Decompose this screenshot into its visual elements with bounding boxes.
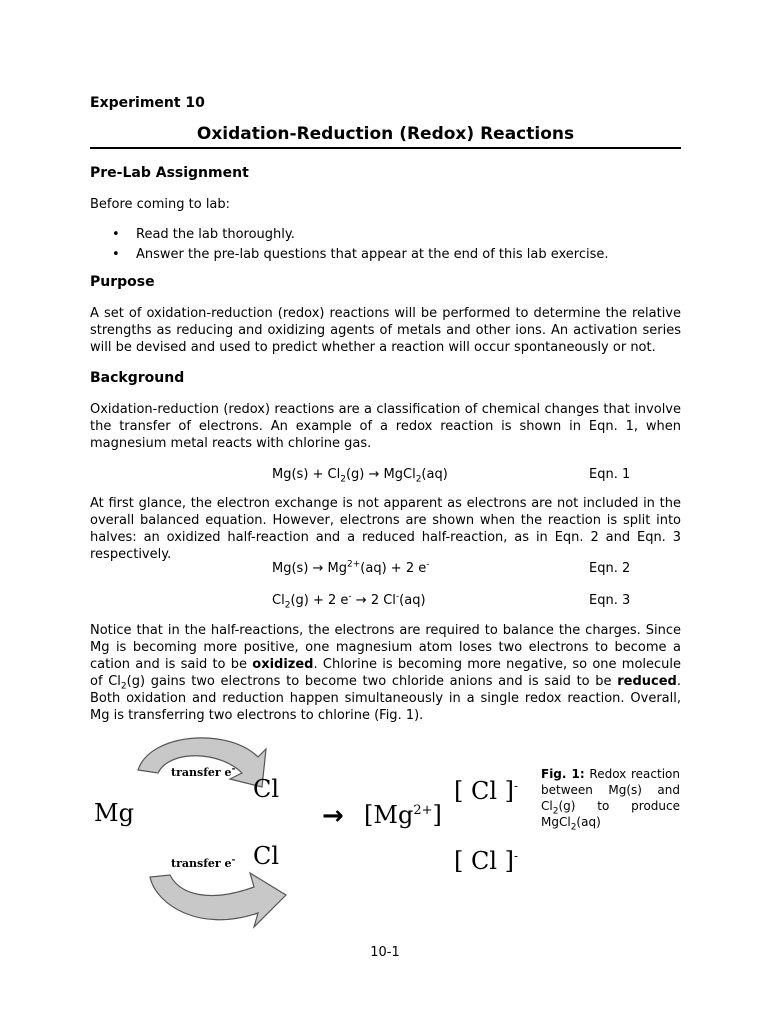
background-paragraph-1: Oxidation-reduction (redox) reactions are a classification of chemical changes that involve the transfer of electrons. An example of a redox reaction is shown in Eqn. 1, when magnesium metal reacts with chlorine gas. [90, 402, 681, 451]
bottom-transfer-arrow [150, 873, 286, 927]
equation-1-label: Eqn. 1 [589, 467, 631, 482]
list-item: • Answer the pre-lab questions that appear at the end of this lab exercise. [90, 246, 681, 263]
mg-atom: Mg [94, 799, 134, 827]
mg-ion: $[Mg^{2+}]$ [364, 801, 442, 829]
background-heading: Background [90, 370, 185, 386]
cl-atom-top: Cl [253, 775, 280, 803]
prelab-intro: Before coming to lab: [90, 197, 231, 212]
figure-caption: Fig. 1: Redox reaction between Mg(s) and $Cl_2(g)$ to produce MgCl$_2$(aq) [541, 767, 680, 833]
equation-3-label: Eqn. 3 [589, 593, 631, 608]
cl-atom-bottom: Cl [253, 842, 280, 870]
transfer-arrows-graphic [90, 735, 530, 930]
experiment-label: Experiment 10 [90, 95, 205, 111]
prelab-list [90, 226, 681, 263]
top-transfer-arrow [138, 738, 266, 787]
equation-2-label: Eqn. 2 [589, 561, 631, 576]
reaction-arrow-icon: → [322, 801, 344, 831]
background-paragraph-2: At first glance, the electron exchange is not apparent as electrons are not included in the overall balanced equation. However, electrons are shown when the reaction is split into halves: an oxidized half-reaction and a reduced half-reaction, as in Eqn. 2 and Eqn. 3 respectively. [90, 496, 681, 562]
equation-2: $Mg(s) \to Mg^{2+}(aq) + 2$ e- [272, 559, 430, 576]
cl-ion-bottom: [ Cl ]- [454, 847, 519, 875]
prelab-heading: Pre-Lab Assignment [90, 165, 249, 181]
equation-1: $Mg(s) + Cl_2(g)$ → MgCl$_2$(aq) [272, 467, 448, 485]
list-item: • Read the lab thoroughly. [90, 226, 681, 243]
top-transfer-label: transfer e- [171, 764, 236, 779]
bottom-transfer-label: transfer e- [171, 855, 236, 870]
page-title: Oxidation-Reduction (Redox) Reactions [196, 124, 575, 144]
redox-figure [90, 735, 530, 930]
page-number: 10-1 [370, 945, 400, 960]
title-rule [90, 147, 681, 149]
equation-3: $Cl_2(g) + 2$ e- → 2 Cl-(aq) [272, 591, 426, 611]
purpose-heading: Purpose [90, 274, 155, 290]
cl-ion-top: [ Cl ]- [454, 777, 519, 805]
background-paragraph-3: Notice that in the half-reactions, the electrons are required to balance the charges. Since Mg is becoming more positive, one magnesium atom loses two electrons to become a cation and is said to be oxidized. Chlorine is becoming more negative, so one molecule of $Cl_2(g)$ gains two electrons to become two chloride anions and is said to be reduced. Both oxidation and reduction happen simultaneously in a single redox reaction. Overall, Mg is transferring two electrons to chlorine (Fig. 1). [90, 623, 682, 723]
purpose-text: A set of oxidation-reduction (redox) reactions will be performed to determine the relative strengths as reducing and oxidizing agents of metals and other ions. An activation series will be devised and used to predict whether a reaction will occur spontaneously or not. [90, 306, 681, 355]
